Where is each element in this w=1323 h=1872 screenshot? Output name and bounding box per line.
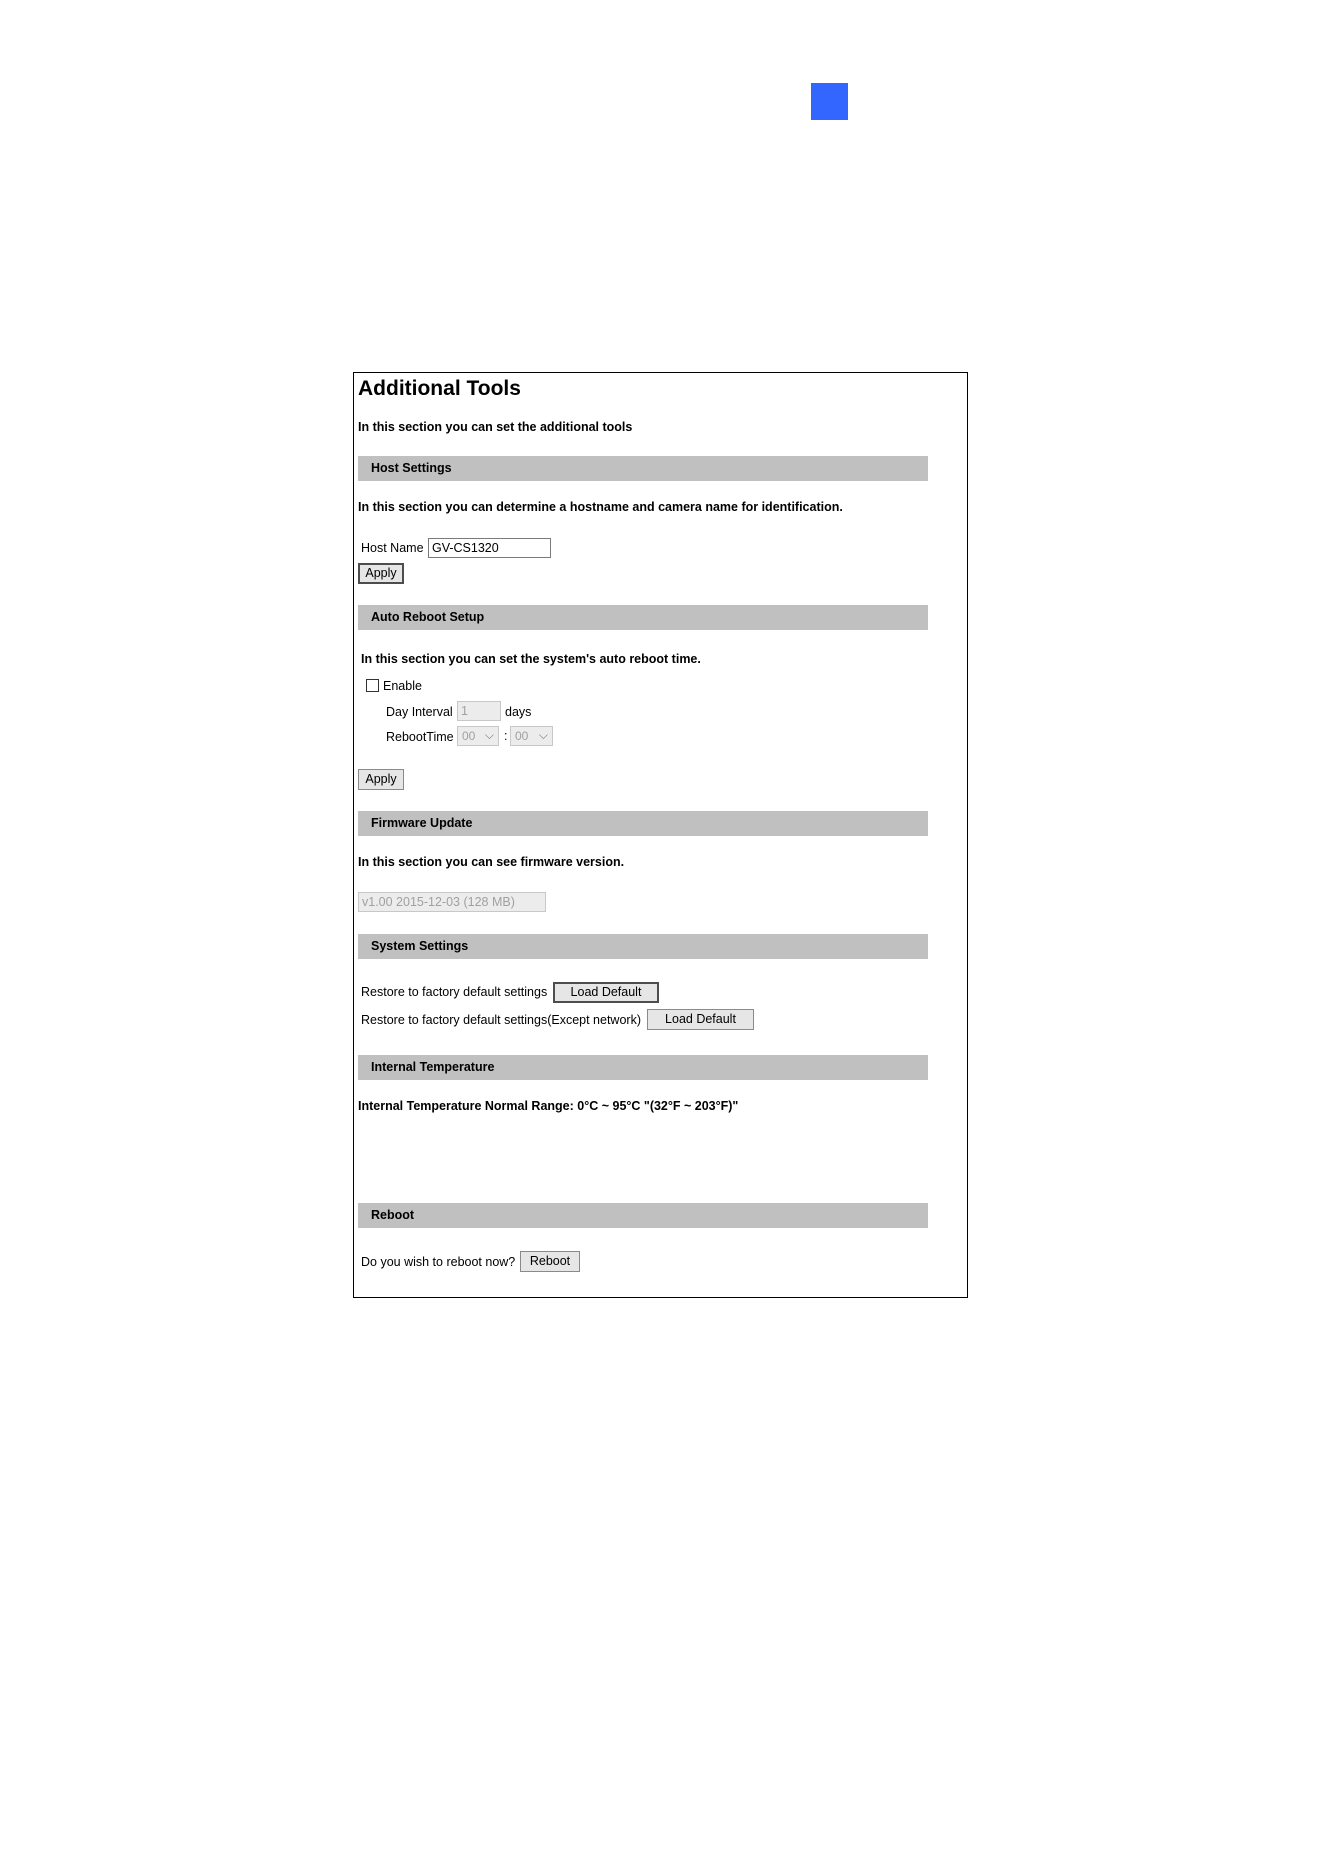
section-header-label: Reboot (371, 1208, 415, 1222)
host-name-label: Host Name (361, 541, 424, 555)
section-header-label: Internal Temperature (371, 1060, 495, 1074)
reboot-question: Do you wish to reboot now? (361, 1255, 516, 1269)
firmware-version-field (358, 892, 546, 912)
section-header-auto-reboot (358, 605, 928, 630)
load-default-except-network-button[interactable]: Load Default (647, 1009, 754, 1030)
auto-reboot-description: In this section you can set the system's auto reboot time. (361, 652, 701, 666)
restore-default-except-network-label: Restore to factory default settings(Except network) (361, 1013, 641, 1027)
reboot-button[interactable]: Reboot (520, 1251, 580, 1272)
reboot-hour-value: 00 (462, 729, 476, 743)
load-default-button[interactable]: Load Default (553, 982, 659, 1003)
page-corner-mark (811, 83, 848, 120)
reboot-hour-select[interactable] (457, 726, 499, 746)
additional-tools-panel (353, 372, 968, 1298)
enable-checkbox[interactable] (366, 679, 379, 692)
restore-default-label: Restore to factory default settings (361, 985, 548, 999)
section-header-host-settings (358, 456, 928, 481)
chevron-down-icon: ⌵ (538, 728, 548, 742)
enable-label: Enable (383, 679, 422, 693)
days-unit-label: days (505, 705, 532, 719)
temperature-range-text: Internal Temperature Normal Range: 0°C ~ 95°C "(32°F ~ 203°F)" (358, 1099, 739, 1113)
day-interval-label: Day Interval (386, 705, 453, 719)
reboot-time-label: RebootTime (386, 730, 454, 744)
host-settings-apply-button[interactable]: Apply (358, 563, 404, 584)
section-header-label: Auto Reboot Setup (371, 610, 485, 624)
section-header-label: Host Settings (371, 461, 452, 475)
section-header-system-settings (358, 934, 928, 959)
reboot-minute-select[interactable] (510, 726, 553, 746)
time-separator: : (504, 729, 508, 743)
firmware-description: In this section you can see firmware version. (358, 855, 625, 869)
reboot-minute-value: 00 (515, 729, 529, 743)
page-intro: In this section you can set the additional tools (358, 420, 633, 434)
section-header-label: System Settings (371, 939, 469, 953)
host-name-input[interactable] (428, 538, 551, 558)
section-header-reboot (358, 1203, 928, 1228)
page-title: Additional Tools (358, 377, 521, 400)
section-header-label: Firmware Update (371, 816, 473, 830)
day-interval-input[interactable] (457, 701, 501, 721)
section-header-firmware-update (358, 811, 928, 836)
chevron-down-icon: ⌵ (484, 728, 494, 742)
section-header-internal-temperature (358, 1055, 928, 1080)
host-settings-description: In this section you can determine a hostname and camera name for identification. (358, 500, 843, 514)
auto-reboot-apply-button[interactable]: Apply (358, 769, 404, 790)
